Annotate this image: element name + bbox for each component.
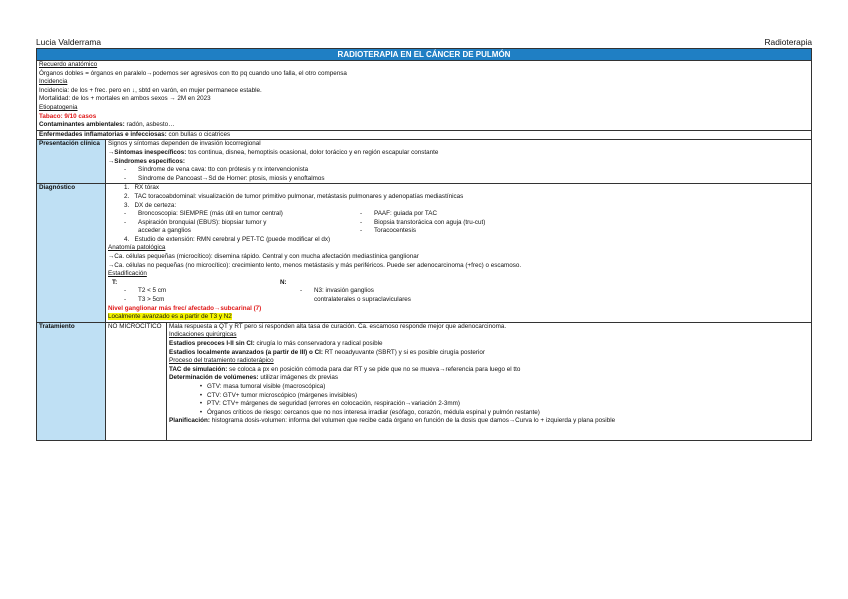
inespecificos-label: →Síntomas inespecíficos: — [108, 148, 187, 156]
contaminants-text: radón, asbesto… — [124, 121, 175, 129]
planificacion-label: Planificación: — [169, 417, 210, 425]
contaminants-line — [39, 121, 809, 130]
advanced-note-text: Localmente avanzado es a partir de T3 y N2 — [108, 313, 232, 321]
tratamiento-body — [167, 323, 812, 440]
author-name: Lucia Valderrama — [36, 37, 102, 47]
indicaciones-heading: Indicaciones quirúrgicas — [169, 331, 237, 339]
anat-pat-heading: Anatomía patológica — [108, 244, 166, 252]
list-item: - Aspiración bronquial (EBUS): biopsiar tumor y — [124, 218, 267, 226]
list-item — [124, 227, 360, 236]
page-header — [36, 37, 812, 47]
inflammatory-text: con bullas o cicatrices — [166, 130, 231, 138]
list-item: • CTV: GTV+ tumor microscópico (márgenes invisibles) — [199, 391, 358, 399]
dx-item-1: 1. RX tórax — [124, 184, 159, 192]
notes-table — [36, 48, 812, 441]
anat-pat-line-1: →Ca. células pequeñas (microcítico): disemina rápido. Central y con mucha afectación mediastínica ganglionar — [108, 253, 419, 261]
list-item: - Broncoscopia: SIEMPRE (más útil en tumor central) — [124, 210, 283, 218]
avanzados-text: RT neoadyuvante (SBRT) y si es posible cirugía posterior — [322, 348, 486, 356]
volumenes-label: Determinación de volúmenes: — [169, 374, 259, 382]
tratamiento-content — [106, 322, 812, 440]
dx-item-4: 4. Estudio de extensión: RMN cerebral y PET-TC (puede modificar el dx) — [124, 235, 331, 243]
page-title: RADIOTERAPIA EN EL CÁNCER DE PULMÓN — [37, 49, 812, 61]
certainty-columns — [108, 210, 809, 236]
diagnostico-label: Diagnóstico — [37, 184, 106, 323]
avanzados-line — [169, 349, 809, 358]
list-item: • Órganos críticos de riesgo: cercanos que no nos interesa irradiar (esófago, corazón, médula espinal y pulmón restante) — [199, 408, 540, 416]
cert-left-text: acceder a ganglios — [138, 227, 191, 235]
advanced-note — [108, 313, 809, 322]
esp-item-text: Síndrome de vena cava: tto con prótesis y rx intervencionista — [138, 166, 309, 174]
t-item-text: T2 < 5 cm — [138, 287, 167, 295]
cert-left-text: Broncoscopia: SIEMPRE (más útil en tumor central) — [138, 210, 283, 218]
t-item-text: T3 > 5cm — [138, 296, 165, 304]
anat-heading: Recuerdo anatómico — [39, 61, 98, 68]
tac-text: se coloca a px en posición cómoda para dar RT y se pide que no se mueva→referencia para luego el tto — [227, 365, 521, 373]
tac-label: TAC de simulación: — [169, 365, 228, 373]
mortality-text: Mortalidad: de los + mortales en ambos sexos → 2M en 2023 — [39, 95, 211, 103]
diagnostico-content — [106, 184, 812, 323]
anat-text: Órganos dobles = órganos en paralelo→podemos ser agresivos con tto pq cuando uno falla, el otro compensa — [39, 69, 347, 77]
anat-pat-line-2: →Ca. células no pequeñas (no microcítico): crecimiento lento, menos metástasis y más periféricos. Puede ser adenocarcinoma (+frec) o escamoso. — [108, 261, 522, 269]
proceso-heading: Proceso del tratamiento radioterápico — [169, 357, 274, 365]
tratamiento-label: Tratamiento — [37, 322, 106, 440]
incidence-heading: Incidencia — [39, 78, 68, 86]
volume-item-text: PTV: CTV+ márgenes de seguridad (errores en colocación, respiración→variación 2-3mm) — [207, 400, 460, 408]
tac-line — [169, 366, 809, 375]
intro-section — [37, 61, 812, 131]
volume-item-text: Órganos críticos de riesgo: cercanos que no nos interesa irradiar (esófago, corazón, médula espinal y pulmón restante) — [207, 408, 540, 416]
list-item — [300, 296, 809, 305]
cert-right-text: Biopsia transtorácica con aguja (tru-cut) — [374, 218, 486, 226]
tratamiento-summary: Mala respuesta a QT y RT pero si responden alta tasa de curación. Ca. escamoso responde mejor que adenocarcinoma. — [169, 322, 507, 330]
n-item-text: contralaterales o supraclaviculares — [314, 296, 411, 304]
ganglionar-note: Nivel ganglionar más frec/ afectado→subcarinal (7) — [108, 304, 262, 312]
list-item: - PAAF: guiada por TAC — [360, 210, 437, 218]
presentacion-content — [106, 140, 812, 184]
inflammatory-label: Enfermedades inflamatorias e infecciosas: — [39, 130, 167, 138]
inflammatory-row — [37, 130, 812, 140]
volumenes-line — [169, 374, 809, 383]
cert-left-text: Aspiración bronquial (EBUS): biopsiar tumor y — [138, 218, 267, 226]
etio-heading: Etiopatogenia — [39, 103, 78, 111]
cert-right-text: Toracocentesis — [374, 227, 416, 235]
list-item: • GTV: masa tumoral visible (macroscópica) — [199, 382, 326, 390]
planificacion-line — [169, 417, 809, 426]
list-item: - Síndrome de Pancoast→Sd de Horner: ptosis, miosis y enoftalmos — [124, 174, 325, 182]
contaminants-label: Contaminantes ambientales: — [39, 121, 125, 129]
presentacion-label: Presentación clínica — [37, 140, 106, 184]
tn-columns — [108, 287, 809, 304]
n-item-text: N3: invasión ganglios — [314, 287, 374, 295]
inespecificos-text: tos continua, disnea, hemoptisis ocasional, dolor torácico y en región escapular constante — [186, 148, 439, 156]
esp-item-text: Síndrome de Pancoast→Sd de Horner: ptosis, miosis y enoftalmos — [138, 174, 325, 182]
tratamiento-subtable — [106, 323, 811, 440]
cell-spacer — [169, 426, 809, 440]
inespecificos-line — [108, 149, 809, 158]
tn-labels — [108, 279, 809, 288]
volumenes-text: utilizar imágenes dx previas — [258, 374, 339, 382]
especificos-label: →Síndromes específicos: — [108, 157, 185, 165]
precoces-text: cirugía lo más conservadora y radical posible — [254, 340, 383, 347]
volume-item-text: GTV: masa tumoral visible (macroscópica) — [207, 382, 326, 390]
list-item: • PTV: CTV+ márgenes de seguridad (errores en colocación, respiración→variación 2-3mm) — [199, 400, 460, 408]
n-label: N: — [280, 278, 287, 286]
list-item: - Toracocentesis — [360, 227, 416, 235]
list-item: - Biopsia transtorácica con aguja (tru-cut) — [360, 218, 486, 226]
list-item: - N3: invasión ganglios — [300, 287, 374, 295]
tratamiento-type: NO MICROCÍTICO — [106, 323, 167, 440]
t-label: T: — [112, 278, 118, 286]
list-item: - T2 < 5 cm — [124, 287, 167, 295]
dx-item-3: 3. DX de certeza: — [124, 201, 177, 209]
avanzados-label: Estadios localmente avanzados (a partir de III) o CI: — [169, 348, 323, 356]
precoces-label: Estadios precoces I-II sin CI: — [169, 340, 255, 347]
cert-right-text: PAAF: guiada por TAC — [374, 210, 437, 218]
estadificacion-heading: Estadificación — [108, 270, 147, 278]
presentacion-intro: Signos y síntomas dependen de invasión locorregional — [108, 140, 261, 148]
list-item: - T3 > 5cm — [124, 296, 165, 304]
planificacion-text: histograma dosis-volumen: informa del volumen que recibe cada órgano en función de la dosis que damos→Curva lo + izquierda y plana posible — [209, 417, 616, 425]
subject-name: Radioterapia — [764, 37, 812, 47]
tabaco-text: Tabaco: 9/10 casos — [39, 112, 97, 120]
list-item: - Síndrome de vena cava: tto con prótesis y rx intervencionista — [124, 166, 309, 174]
incidence-text: Incidencia: de los + frec. pero en ↓, sbtd en varón, en mujer permanece estable. — [39, 86, 262, 94]
dx-item-2: 2. TAC toracoabdominal: visualización de tumor primitivo pulmonar, metástasis pulmonares y adenopatías mediastínicas — [124, 192, 464, 200]
volume-item-text: CTV: GTV+ tumor microscópico (márgenes invisibles) — [207, 391, 358, 399]
precoces-line — [169, 340, 809, 349]
